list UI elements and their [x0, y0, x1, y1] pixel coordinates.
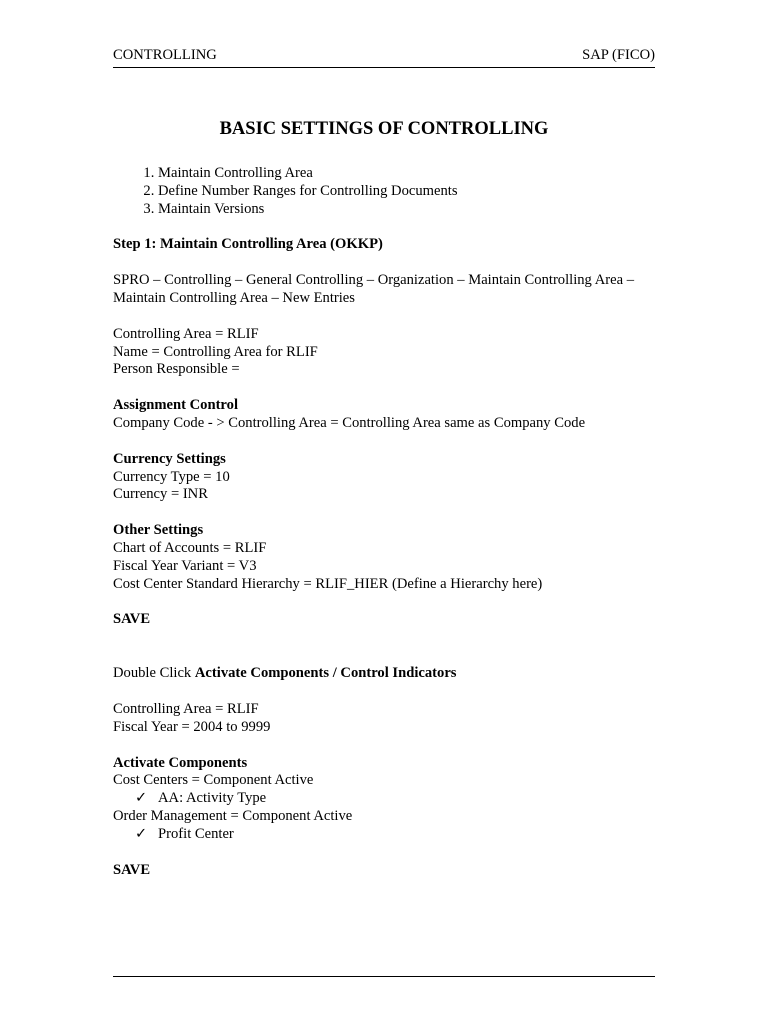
- fiscal-year-line: Fiscal Year = 2004 to 9999: [113, 718, 271, 735]
- currency-line: Currency = INR: [113, 486, 208, 503]
- assignment-heading: Assignment Control: [113, 397, 239, 414]
- activate-controlling-area-line: Controlling Area = RLIF: [113, 700, 259, 717]
- document-body: [113, 165, 655, 879]
- page-header: [113, 47, 655, 68]
- person-responsible-line: Person Responsible =: [113, 361, 240, 378]
- footer-divider: [113, 976, 655, 977]
- check-item-profit-center: ✓ Profit Center: [135, 825, 234, 842]
- check-item-activity-type: ✓ AA: Activity Type: [135, 790, 267, 807]
- header-right: SAP (FICO): [582, 47, 655, 63]
- currency-heading: Currency Settings: [113, 450, 226, 467]
- document-page: [113, 0, 655, 1024]
- hierarchy-line: Cost Center Standard Hierarchy = RLIF_HIER (Define a Hierarchy here): [113, 575, 543, 592]
- fiscal-year-variant-line: Fiscal Year Variant = V3: [113, 557, 257, 574]
- list-item: 3. Maintain Versions: [158, 201, 655, 219]
- list-item: 1. Maintain Controlling Area: [158, 165, 655, 183]
- spro-path: SPRO – Controlling – General Controlling – Organization – Maintain Controlling Area – Maintain Controlling Area – New Entries: [113, 272, 634, 306]
- assignment-line: Company Code - > Controlling Area = Controlling Area same as Company Code: [113, 414, 586, 431]
- list-item: 2. Define Number Ranges for Controlling Documents: [158, 183, 655, 201]
- checkmark-icon: ✓: [135, 790, 148, 807]
- page-title: BASIC SETTINGS OF CONTROLLING: [219, 119, 549, 139]
- double-click-line: Double Click Activate Components / Control Indicators: [113, 665, 457, 682]
- save-label: SAVE: [113, 611, 151, 628]
- save-label-2: SAVE: [113, 861, 151, 878]
- activate-components-heading: Activate Components: [113, 754, 248, 771]
- header-left: CONTROLLING: [113, 47, 217, 63]
- steps-list: [113, 165, 655, 218]
- order-management-line: Order Management = Component Active: [113, 807, 353, 824]
- controlling-area-line: Controlling Area = RLIF: [113, 325, 259, 342]
- step1-heading: Step 1: Maintain Controlling Area (OKKP): [113, 236, 383, 253]
- checkmark-icon: ✓: [135, 825, 148, 842]
- chart-of-accounts-line: Chart of Accounts = RLIF: [113, 539, 267, 556]
- currency-type-line: Currency Type = 10: [113, 468, 230, 485]
- name-line: Name = Controlling Area for RLIF: [113, 343, 318, 360]
- other-heading: Other Settings: [113, 522, 204, 539]
- cost-centers-line: Cost Centers = Component Active: [113, 772, 314, 789]
